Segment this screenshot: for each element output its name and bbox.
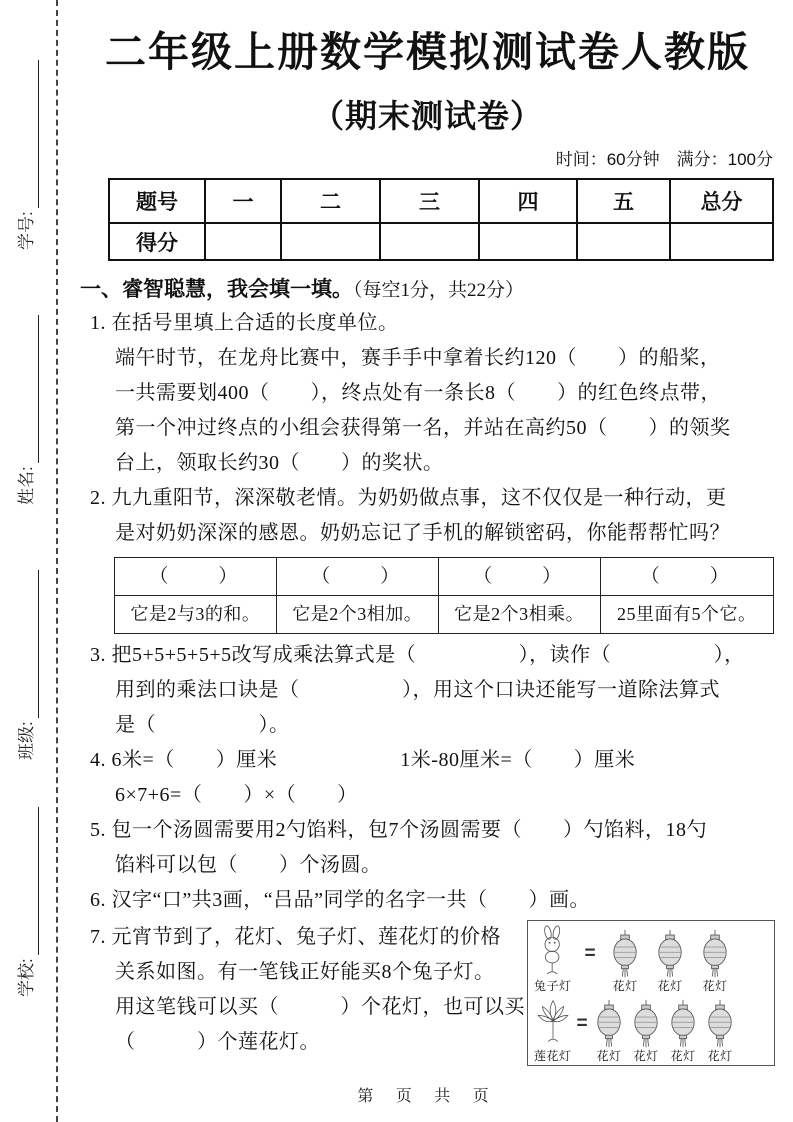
- question-line: 用到的乘法口诀是（ ），用这个口诀还能写一道除法算式: [115, 679, 720, 702]
- score-table-header-row: [109, 179, 773, 223]
- student-id-label: 学号:: [17, 211, 36, 250]
- score-empty-cell: [479, 223, 577, 260]
- question-line: 一共需要划400（ ），终点处有一条长8（ ）的红色终点带，: [115, 382, 721, 405]
- question-line: 1. 在括号里填上合适的长度单位。: [90, 312, 399, 335]
- paper-content: [80, 0, 775, 1066]
- sidebar-field-class: [13, 570, 39, 760]
- q2-clue-cell: 它是2个3相加。: [276, 596, 438, 634]
- score-empty-cell: [281, 223, 380, 260]
- question-7-text: [80, 920, 527, 1066]
- flower-lantern-icon: [667, 999, 699, 1049]
- q2-clue-cell: 25里面有5个它。: [600, 596, 773, 634]
- page-subtitle: （期末测试卷）: [311, 98, 543, 135]
- page-title: 二年级上册数学模拟测试卷人教版: [105, 29, 750, 75]
- sidebar-field-name: [13, 315, 39, 505]
- flower-lantern-item: [704, 999, 736, 1063]
- lotus-lantern-icon: [535, 995, 571, 1049]
- question-line: 台上，领取长约30（ ）的奖状。: [115, 452, 444, 475]
- school-blank-line: [19, 807, 39, 955]
- question-4: [80, 743, 775, 813]
- flower-lantern-label: 花灯: [670, 1049, 696, 1064]
- score-table: [108, 178, 774, 261]
- sidebar-field-student-id: [13, 60, 39, 250]
- school-label: 学校:: [17, 958, 36, 997]
- flower-lantern-icon: [593, 999, 625, 1049]
- question-6: [80, 883, 775, 918]
- question-line: 6×7+6=（ ）×（ ）: [115, 784, 358, 807]
- question-line: 5. 包一个汤圆需要用2勺馅料，包7个汤圆需要（ ）勺馅料，18勺: [90, 819, 707, 842]
- question-1: [80, 306, 775, 481]
- lotus-lantern-label: 莲花灯: [534, 1049, 572, 1064]
- question-line: 馅料可以包（ ）个汤圆。: [115, 854, 382, 877]
- score-header-cell: 题号: [109, 179, 205, 223]
- flower-lantern-item: [699, 929, 731, 993]
- question-line: 6. 汉字“口”共3画，“吕品”同学的名字一共（ ）画。: [90, 889, 591, 912]
- flower-lantern-item: [667, 999, 699, 1063]
- question-line: 端午时节，在龙舟比赛中，赛手手中拿着长约120（ ）的船桨，: [115, 347, 721, 370]
- score-header-cell: 四: [479, 179, 577, 223]
- flower-lantern-label: 花灯: [596, 1049, 622, 1064]
- q2-blank-row: [115, 558, 774, 596]
- flower-lantern-item: [593, 999, 625, 1063]
- question-3: [80, 638, 775, 743]
- flower-lantern-icon: [630, 999, 662, 1049]
- q7-figure-row-lotus: [534, 995, 770, 1063]
- q2-blank-cell: （ ）: [276, 558, 438, 596]
- equals-sign: =: [584, 943, 597, 965]
- class-blank-line: [19, 570, 39, 718]
- student-id-blank-line: [19, 60, 39, 208]
- rabbit-lantern-icon: [536, 925, 570, 979]
- rabbit-lantern-label: 兔子灯: [534, 979, 572, 994]
- flower-lantern-label: 花灯: [707, 1049, 733, 1064]
- question-line: 4. 6米=（ ）厘米 1米-80厘米=（ ）厘米: [90, 749, 636, 772]
- question-line: 2. 九九重阳节，深深敬老情。为奶奶做点事，这不仅仅是一种行动，更: [90, 487, 727, 510]
- q2-clue-cell: 它是2与3的和。: [115, 596, 277, 634]
- score-empty-cell: [670, 223, 773, 260]
- time-score-info: 时间：60分钟 满分：100分: [555, 150, 773, 170]
- sidebar-field-school: [13, 807, 39, 997]
- question-5: [80, 813, 775, 883]
- score-header-cell: 三: [380, 179, 479, 223]
- q2-blank-cell: （ ）: [600, 558, 773, 596]
- flower-lantern-label: 花灯: [657, 979, 683, 994]
- question-2: [80, 481, 775, 634]
- score-empty-cell: [577, 223, 670, 260]
- name-label: 姓名:: [17, 466, 36, 505]
- question-line: 用这笔钱可以买（ ）个花灯，也可以买: [115, 996, 525, 1019]
- section-1-heading: [80, 275, 775, 306]
- section-1-note: （每空1分，共22分）: [353, 280, 525, 302]
- question-line: 3. 把5+5+5+5+5改写成乘法算式是（ ），读作（ ），: [90, 644, 745, 667]
- question-line: （ ）个莲花灯。: [115, 1031, 320, 1054]
- name-blank-line: [19, 315, 39, 463]
- score-header-cell: 二: [281, 179, 380, 223]
- score-header-cell: 总分: [670, 179, 773, 223]
- score-empty-cell: [205, 223, 281, 260]
- flower-lantern-icon: [654, 929, 686, 979]
- score-header-cell: 一: [205, 179, 281, 223]
- question-7: [80, 920, 775, 1066]
- q2-blank-cell: （ ）: [438, 558, 600, 596]
- class-label: 班级:: [17, 721, 36, 760]
- flower-lantern-icon: [609, 929, 641, 979]
- q2-clue-row: [115, 596, 774, 634]
- equals-sign: =: [576, 1013, 589, 1035]
- flower-lantern-label: 花灯: [702, 979, 728, 994]
- flower-lantern-item: [609, 929, 641, 993]
- question-line: 7. 元宵节到了，花灯、兔子灯、莲花灯的价格: [90, 926, 501, 949]
- q2-blank-cell: （ ）: [115, 558, 277, 596]
- flower-lantern-icon: [704, 999, 736, 1049]
- q2-password-table: [114, 557, 774, 634]
- score-header-cell: 五: [577, 179, 670, 223]
- question-line: 是（ ）。: [115, 714, 290, 737]
- lotus-lantern-item: [534, 995, 572, 1063]
- score-empty-cell: [380, 223, 479, 260]
- q7-figure-row-rabbit: [534, 925, 770, 993]
- score-table-score-row: [109, 223, 773, 260]
- q7-lantern-figure: [527, 920, 775, 1066]
- question-line: 关系如图。有一笔钱正好能买8个兔子灯。: [115, 961, 495, 984]
- score-row-label: 得分: [109, 223, 205, 260]
- flower-lantern-label: 花灯: [633, 1049, 659, 1064]
- rabbit-lantern-item: [534, 925, 572, 993]
- flower-lantern-item: [654, 929, 686, 993]
- seal-dashed-line: [56, 0, 58, 1122]
- flower-lantern-item: [630, 999, 662, 1063]
- flower-lantern-label: 花灯: [612, 979, 638, 994]
- question-line: 是对奶奶深深的感恩。奶奶忘记了手机的解锁密码，你能帮帮忙吗？: [115, 522, 730, 545]
- flower-lantern-icon: [699, 929, 731, 979]
- q2-clue-cell: 它是2个3相乘。: [438, 596, 600, 634]
- section-1-title: 一、睿智聪慧，我会填一填。: [80, 278, 353, 302]
- question-line: 第一个冲过终点的小组会获得第一名，并站在高约50（ ）的领奖: [115, 417, 731, 440]
- page-footer: 第 页 共 页: [357, 1088, 498, 1105]
